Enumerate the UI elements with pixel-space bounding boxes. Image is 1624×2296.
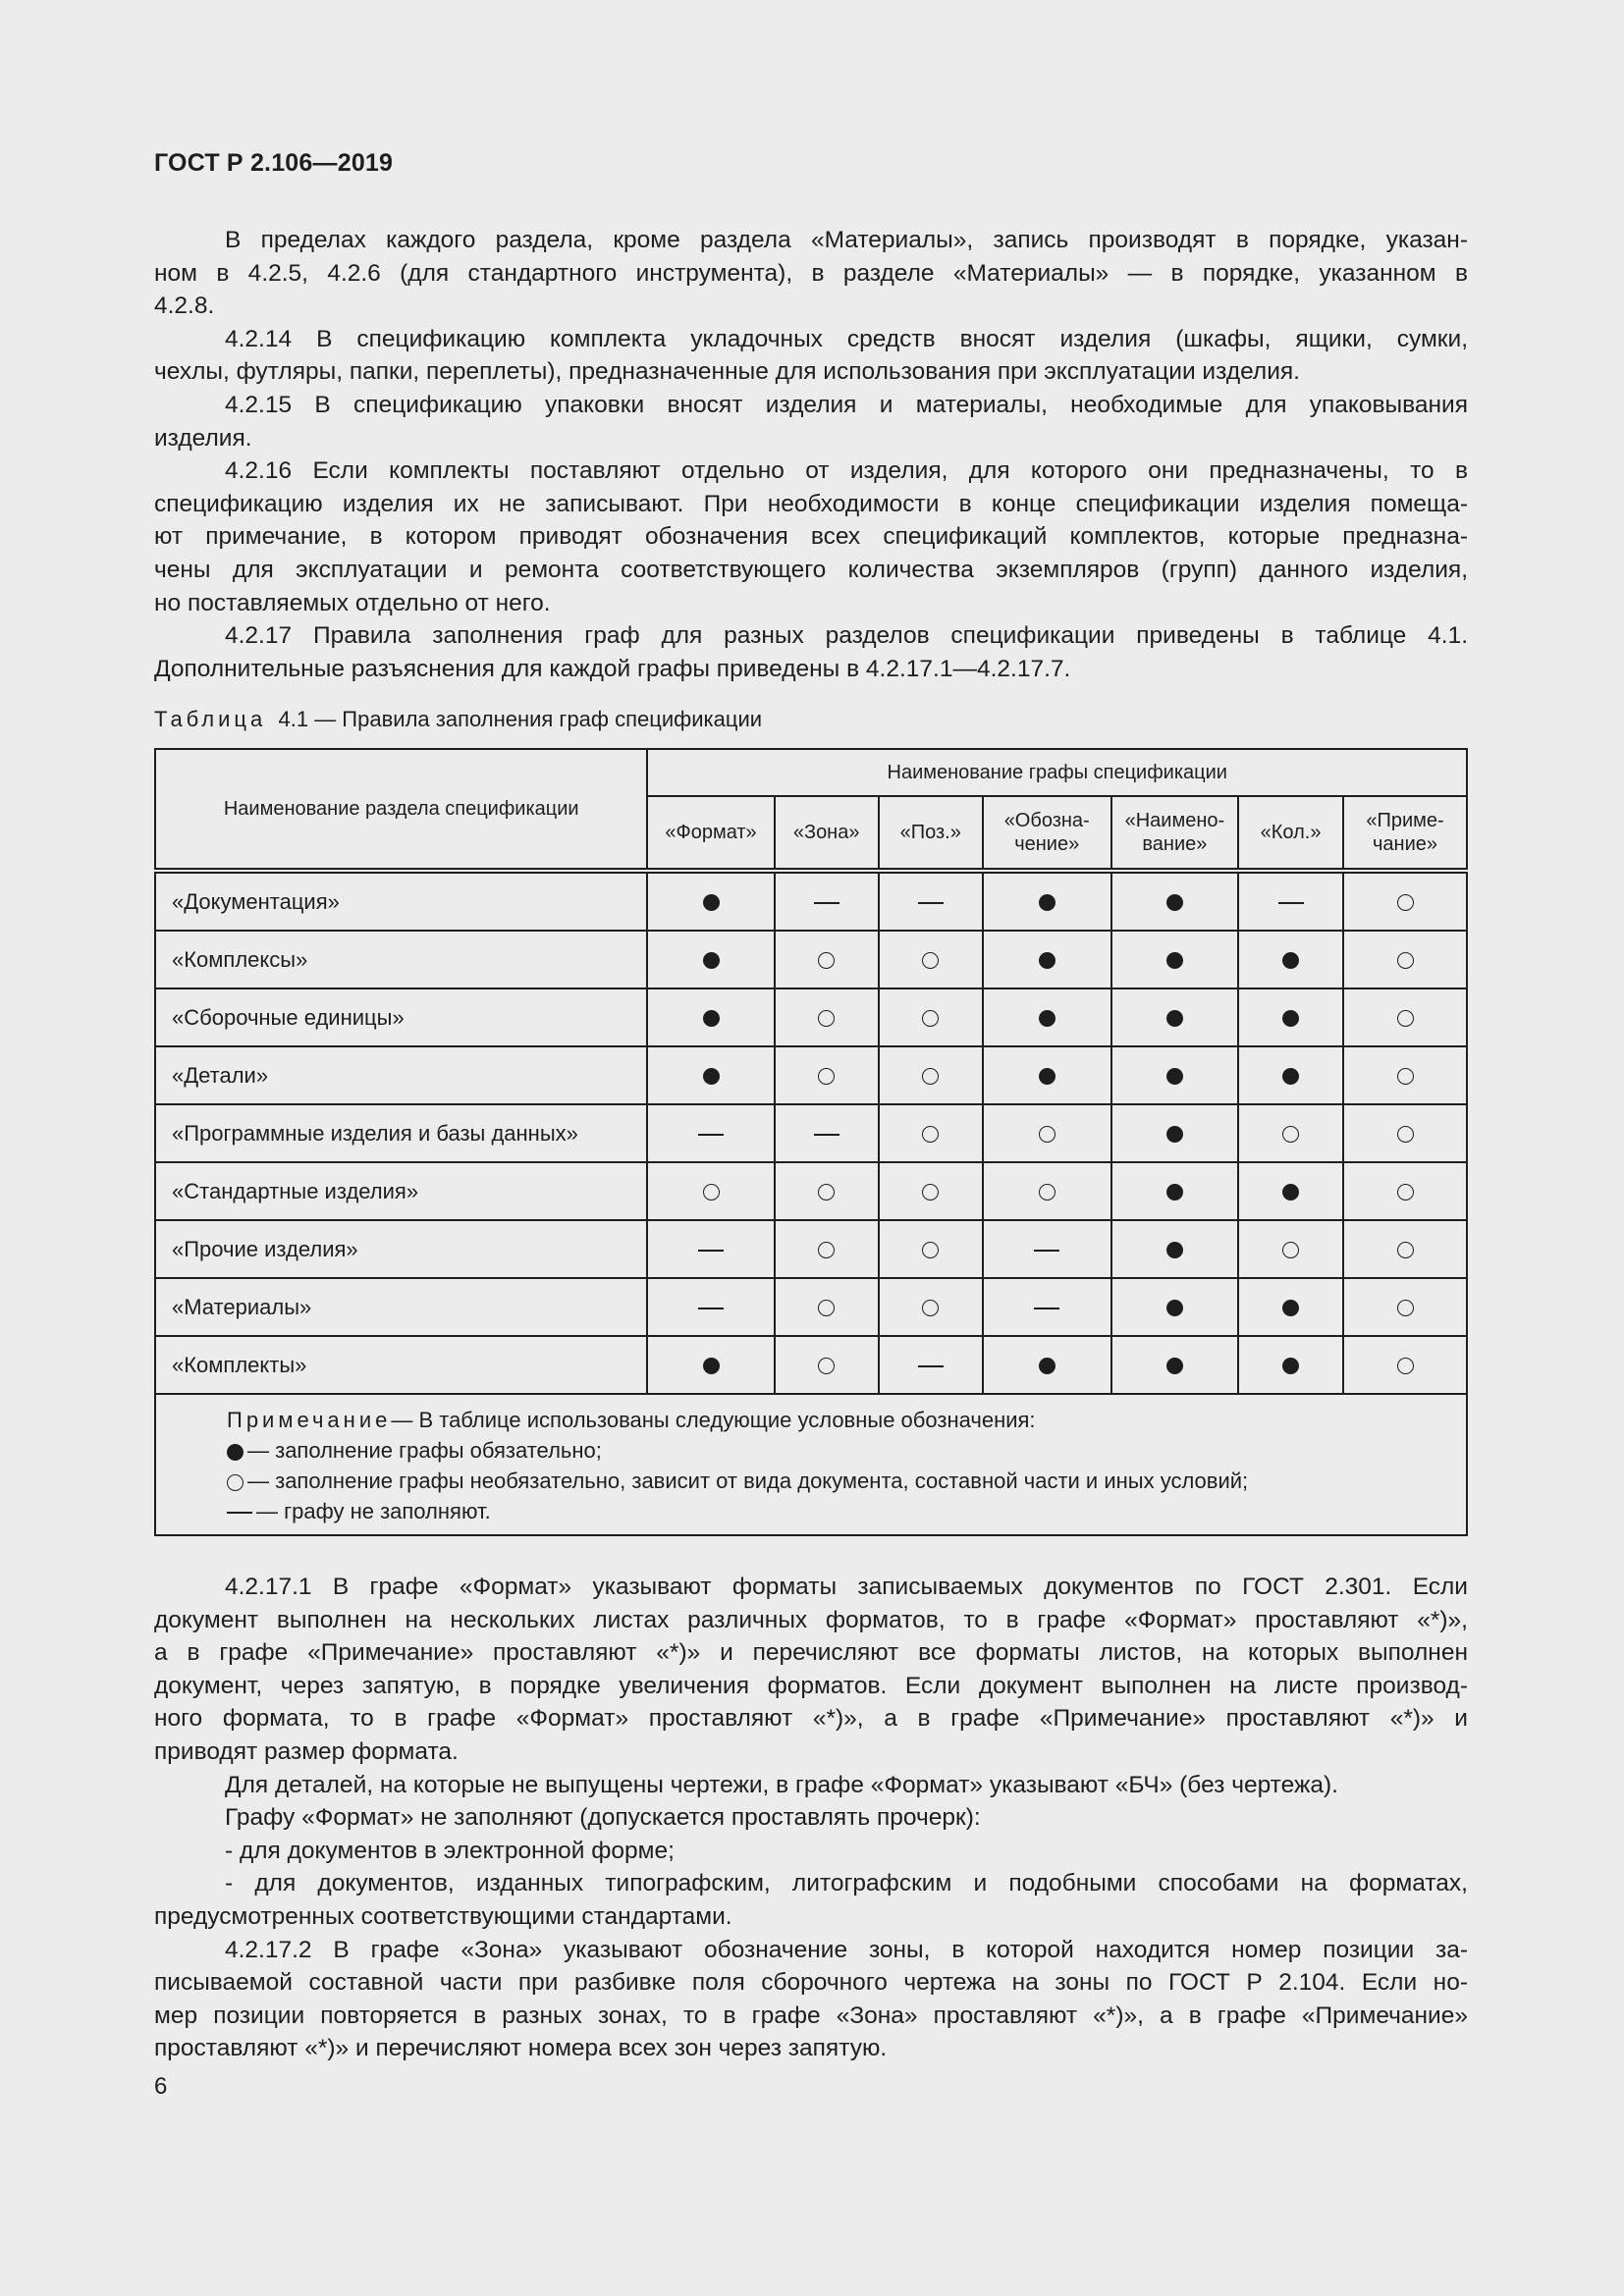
table-cell [879,1336,983,1394]
empty-circle-icon [1282,1126,1299,1143]
text-line: документ, через запятую, в порядке увеличения форматов. Если документ выполнен на листе производ- [154,1672,1468,1699]
table-cell [1343,1336,1467,1394]
text-line: 4.2.17.1 В графе «Формат» указывают форматы записываемых документов по ГОСТ 2.301. Если [225,1574,1468,1600]
table-cell [775,1278,879,1336]
filled-circle-icon [1166,1184,1183,1201]
table-cell [983,1220,1111,1278]
table-cell [1238,871,1343,931]
column-header [1343,796,1467,871]
column-header [775,796,879,871]
legend-text: — заполнение графы обязательно; [247,1438,602,1463]
table-row [155,1104,1467,1162]
table-cell [1111,1336,1238,1394]
text-line: Графу «Формат» не заполняют (допускается проставлять прочерк): [225,1804,981,1832]
text-line: 4.2.17.2 В графе «Зона» указывают обозначение зоны, в которой находится номер позиции за- [225,1936,1468,1963]
filled-circle-icon [1282,1010,1299,1027]
table-caption-label: Таблица [154,707,267,731]
text-line: В пределах каждого раздела, кроме раздела «Материалы», запись производят в порядке, указан- [225,227,1468,253]
empty-circle-icon [818,1242,835,1258]
table-cell [1238,931,1343,988]
empty-circle-icon [1282,1242,1299,1258]
legend-dash [227,1496,1466,1526]
table-cell [1343,1104,1467,1162]
table-cell [1343,1278,1467,1336]
text-line: - для документов, изданных типографским, литографским и подобными способами на форматах, [225,1870,1468,1897]
text-line: приводят размер формата. [154,1737,459,1765]
table-cell [775,1104,879,1162]
empty-circle-icon [922,1242,939,1258]
table-cell [1343,871,1467,931]
text-line: 4.2.17 Правила заполнения граф для разных разделов спецификации приведены в таблице 4.1. [225,622,1468,650]
empty-circle-icon [922,1068,939,1085]
text-line: спецификацию изделия их не записывают. При необходимости в конце спецификации изделия помеща- [154,490,1468,517]
table-cell [647,988,774,1046]
text-line: - для документов в электронной форме; [225,1837,675,1864]
table-cell [775,931,879,988]
table-row [155,1046,1467,1104]
text-line: чехлы, футляры, папки, переплеты), предназначенные для использования при эксплуатации изделия. [154,358,1300,386]
table-cell [1238,1046,1343,1104]
filled-circle-icon [1039,894,1056,911]
table-cell [647,871,774,931]
empty-circle-icon [922,1184,939,1201]
empty-circle-icon [922,1126,939,1143]
empty-circle-icon [1397,952,1414,969]
section-name: «Документация» [155,871,647,931]
empty-circle-icon [1397,1300,1414,1316]
table-cell [1343,1162,1467,1220]
filled-circle-icon [1282,1300,1299,1316]
column-header-line1: «Поз.» [899,822,961,843]
empty-circle-icon [1397,894,1414,911]
table-cell [647,1336,774,1394]
text-line: 4.2.8. [154,293,215,320]
filled-circle-icon [703,1068,720,1085]
column-header-line1: «Обозна- [1003,810,1090,831]
empty-circle-icon [1039,1126,1056,1143]
dash-icon [1278,902,1304,904]
note-label: Примечание [227,1408,392,1432]
filled-circle-icon [227,1444,244,1461]
column-header [647,796,774,871]
table-cell [1111,871,1238,931]
filled-circle-icon [1282,1184,1299,1201]
table-cell [775,1220,879,1278]
table-cell [1238,1278,1343,1336]
column-header-line1: «Формат» [665,822,757,843]
note-intro-text: — В таблице использованы следующие условные обозначения: [391,1408,1036,1432]
text-line: 4.2.15 В спецификацию упаковки вносят изделия и материалы, необходимые для упаковывания [225,391,1468,418]
text-line: Дополнительные разъяснения для каждой графы приведены в 4.2.17.1—4.2.17.7. [154,655,1071,682]
table-cell [775,1336,879,1394]
section-name: «Сборочные единицы» [155,988,647,1046]
note-row [155,1394,1467,1535]
table-cell [879,931,983,988]
dash-icon [918,1365,944,1367]
empty-circle-icon [818,1068,835,1085]
table-cell [647,1220,774,1278]
column-header [1111,796,1238,871]
section-name: «Комплексы» [155,931,647,988]
table-cell [879,1162,983,1220]
table-cell [647,1046,774,1104]
page-number: 6 [154,2073,168,2100]
empty-circle-icon [1039,1184,1056,1201]
filled-circle-icon [1282,1358,1299,1374]
text-line: писываемой составной части при разбивке поля сборочного чертежа на зоны по ГОСТ Р 2.104. Если но- [154,1969,1468,1997]
intro-text [154,224,1468,685]
text-line: ного формата, то в графе «Формат» проставляют «*)», а в графе «Примечание» проставляют «*)» и [154,1705,1468,1733]
table-cell [1343,988,1467,1046]
legend-filled [227,1435,1466,1466]
filled-circle-icon [703,894,720,911]
table-row [155,1278,1467,1336]
column-header-line2: чание» [1373,833,1438,855]
dash-icon [698,1134,724,1136]
column-header [1238,796,1343,871]
column-header-line2: чение» [1014,833,1080,855]
dash-icon [814,902,839,904]
table-cell [1111,1046,1238,1104]
table-cell [1238,1162,1343,1220]
empty-circle-icon [1397,1010,1414,1027]
table-cell [775,871,879,931]
dash-icon [698,1250,724,1252]
empty-circle-icon [1397,1358,1414,1374]
table-cell [983,988,1111,1046]
filled-circle-icon [1166,1126,1183,1143]
table-cell [1111,988,1238,1046]
empty-circle-icon [1397,1242,1414,1258]
empty-circle-icon [922,952,939,969]
table-cell [1238,1220,1343,1278]
empty-circle-icon [922,1010,939,1027]
column-header-line2: вание» [1142,833,1208,855]
empty-circle-icon [922,1300,939,1316]
table-row [155,1220,1467,1278]
spec-rules-table [154,748,1468,1536]
empty-circle-icon [227,1474,244,1491]
table-cell [1111,1104,1238,1162]
table-cell [775,988,879,1046]
empty-circle-icon [818,952,835,969]
filled-circle-icon [1166,1358,1183,1374]
filled-circle-icon [1039,1358,1056,1374]
table-cell [879,1220,983,1278]
table-caption-text: 4.1 — Правила заполнения граф спецификации [278,707,763,731]
section-name: «Комплекты» [155,1336,647,1394]
text-line: 4.2.16 Если комплекты поставляют отдельно от изделия, для которого они предназначены, то в [225,457,1468,485]
text-line: проставляют «*)» и перечисляют номера всех зон через запятую. [154,2035,888,2062]
table-cell [1343,1220,1467,1278]
filled-circle-icon [1282,1068,1299,1085]
dash-icon [1034,1308,1059,1309]
body-text [154,1571,1468,2065]
table-cell [1238,988,1343,1046]
text-line: чены для эксплуатации и ремонта соответствующего количества экземпляров (групп) данного изделия, [154,556,1468,583]
table-cell [1111,1220,1238,1278]
table-cell [1343,1046,1467,1104]
column-header-line1: «Наимено- [1124,810,1225,831]
table-row [155,1336,1467,1394]
document-header: ГОСТ Р 2.106—2019 [154,149,394,177]
empty-circle-icon [818,1184,835,1201]
filled-circle-icon [1039,1068,1056,1085]
column-header-line1: «Зона» [792,822,860,843]
table-row [155,988,1467,1046]
empty-circle-icon [703,1184,720,1201]
filled-circle-icon [1166,1010,1183,1027]
empty-circle-icon [818,1300,835,1316]
empty-circle-icon [1397,1068,1414,1085]
empty-circle-icon [1397,1184,1414,1201]
row-header: Наименование раздела спецификации [155,749,647,871]
dash-icon [918,902,944,904]
text-line: ном в 4.2.5, 4.2.6 (для стандартного инструмента), в разделе «Материалы» — в порядке, указанном в [154,259,1468,287]
text-line: ют примечание, в котором приводят обозначения всех спецификаций комплектов, которые предназна- [154,523,1468,551]
table-cell [983,1162,1111,1220]
table-cell [647,931,774,988]
table-cell [775,1162,879,1220]
table-row [155,931,1467,988]
table-row [155,871,1467,931]
dash-icon [1034,1250,1059,1252]
table-cell [647,1278,774,1336]
table-cell [647,1104,774,1162]
section-name: «Программные изделия и базы данных» [155,1104,647,1162]
table-cell [983,1278,1111,1336]
section-name: «Материалы» [155,1278,647,1336]
legend-empty [227,1466,1466,1496]
filled-circle-icon [1282,952,1299,969]
table-cell [879,1104,983,1162]
column-header [983,796,1111,871]
filled-circle-icon [703,1010,720,1027]
table-cell [647,1162,774,1220]
filled-circle-icon [1039,952,1056,969]
table-cell [983,1046,1111,1104]
table-caption [154,707,762,732]
filled-circle-icon [1166,1300,1183,1316]
text-line: а в графе «Примечание» проставляют «*)» и перечисляют все форматы листов, на которых выполнен [154,1639,1468,1667]
table-cell [1111,1162,1238,1220]
section-name: «Стандартные изделия» [155,1162,647,1220]
filled-circle-icon [1166,952,1183,969]
filled-circle-icon [1166,1068,1183,1085]
table-cell [1111,1278,1238,1336]
text-line: Для деталей, на которые не выпущены чертежи, в графе «Формат» указывают «БЧ» (без чертежа). [225,1771,1338,1798]
table-cell [983,871,1111,931]
dash-icon [698,1308,724,1309]
text-line: предусмотренных соответствующими стандартами. [154,1902,732,1930]
filled-circle-icon [1166,1242,1183,1258]
table-cell [879,871,983,931]
column-header-line1: «Приме- [1366,810,1444,831]
column-header-line1: «Кол.» [1260,822,1322,843]
empty-circle-icon [1397,1126,1414,1143]
group-header: Наименование графы спецификации [647,749,1467,796]
section-name: «Прочие изделия» [155,1220,647,1278]
text-line: но поставляемых отдельно от него. [154,589,551,616]
table-cell [879,1278,983,1336]
column-header [879,796,983,871]
filled-circle-icon [703,1358,720,1374]
filled-circle-icon [1166,894,1183,911]
table-cell [775,1046,879,1104]
table-cell [983,1336,1111,1394]
table-cell [879,988,983,1046]
table-row [155,1162,1467,1220]
legend-text: — графу не заполняют. [256,1499,491,1523]
table-cell [1343,931,1467,988]
section-name: «Детали» [155,1046,647,1104]
legend-text: — заполнение графы необязательно, зависит от вида документа, составной части и иных условий; [247,1468,1249,1493]
table-cell [879,1046,983,1104]
empty-circle-icon [818,1358,835,1374]
text-line: документ выполнен на нескольких листах различных форматов, то в графе «Формат» проставляют «*)», [154,1606,1468,1633]
table-note [155,1394,1467,1535]
text-line: мер позиции повторяется в разных зонах, то в графе «Зона» проставляют «*)», а в графе «Примечание» [154,2002,1468,2029]
table-cell [983,931,1111,988]
empty-circle-icon [818,1010,835,1027]
filled-circle-icon [703,952,720,969]
note-intro [227,1405,1466,1435]
dash-icon [227,1512,252,1514]
text-line: изделия. [154,424,252,452]
text-line: 4.2.14 В спецификацию комплекта укладочных средств вносят изделия (шкафы, ящики, сумки, [225,325,1468,352]
table-cell [1238,1104,1343,1162]
filled-circle-icon [1039,1010,1056,1027]
dash-icon [814,1134,839,1136]
table-cell [983,1104,1111,1162]
table-cell [1238,1336,1343,1394]
table-cell [1111,931,1238,988]
